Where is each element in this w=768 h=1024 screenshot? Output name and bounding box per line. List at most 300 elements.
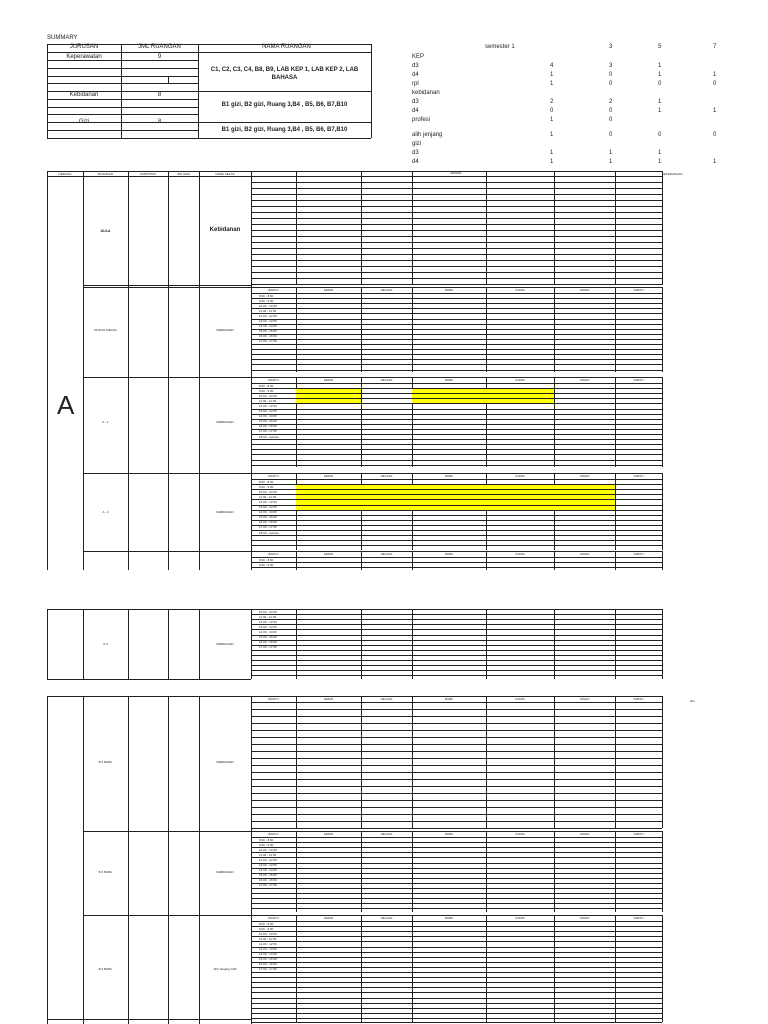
grid-line — [251, 655, 662, 656]
sched-header-jumat: JUMAT — [579, 378, 590, 382]
grid-line — [251, 779, 662, 780]
time-slot: 10.00 - 10.50 — [259, 303, 277, 308]
time-slot: 17.00 - 17.50 — [259, 339, 277, 344]
summary-header-jml: JML RUANGAN — [138, 44, 181, 50]
time-slot: 9.00 - 9.50 — [259, 926, 274, 931]
grid-line — [251, 460, 662, 461]
grid-line — [251, 709, 662, 710]
time-slot: 17.00 - 17.50 — [259, 525, 277, 530]
sched-header-senin: SENIN — [323, 916, 334, 920]
class-name: KEBIDANAN — [216, 327, 234, 332]
grid-line — [662, 915, 663, 1022]
sched-header-kamis: KAMIS — [515, 552, 525, 556]
grid-line — [662, 551, 663, 570]
sched-header-waktu: WAKTU — [268, 288, 279, 292]
grid-line — [251, 388, 662, 389]
grid-line — [251, 409, 662, 410]
semester-value: 3 — [609, 63, 613, 69]
grid-line — [251, 520, 662, 521]
grid-line — [47, 171, 662, 172]
grid-line — [251, 505, 662, 506]
grid-line — [83, 831, 251, 832]
time-slot: 8.00 - 8.50 — [259, 921, 274, 926]
summary-ruangan-3: B1 gizi, B2 gizi, Ruang 3,B4 , B5, B6, B7,B10 — [221, 127, 348, 133]
grid-line — [251, 465, 662, 466]
grid-line — [251, 489, 662, 490]
grid-line — [361, 831, 362, 912]
sched-header-sabtu: SABTU — [633, 832, 644, 836]
grid-line — [662, 696, 663, 828]
grid-line — [251, 525, 662, 526]
grid-line — [251, 293, 662, 294]
grid-line — [251, 319, 662, 320]
grid-line — [251, 837, 662, 838]
time-slot: 18.00 - selesai — [259, 434, 279, 439]
summary-title: SUMMARY — [47, 35, 78, 41]
grid-line — [251, 967, 662, 968]
sched-header-jumat: JUMAT — [579, 552, 590, 556]
grid-line — [251, 758, 662, 759]
summary-jurusan-3: Gizi — [78, 119, 90, 125]
gedung-label: A — [57, 390, 75, 420]
grid-line — [251, 786, 662, 787]
class-name: KEBIDANAN — [216, 642, 234, 646]
grid-line — [251, 540, 662, 541]
grid-line — [251, 449, 662, 450]
sched-header-waktu: WAKTU — [268, 832, 279, 836]
grid-line — [47, 609, 48, 679]
sched-header-waktu: WAKTU — [268, 474, 279, 478]
sched-header-senin: SENIN — [323, 697, 334, 701]
grid-line — [251, 424, 662, 425]
time-slot: 16.00 - 16.50 — [259, 424, 277, 429]
sched-header-jumat: JUMAT — [579, 916, 590, 920]
grid-line — [251, 977, 662, 978]
time-slot: 12.00 - 12.50 — [259, 403, 277, 408]
time-slot: 8.00 - 8.50 — [259, 837, 274, 842]
grid-line — [554, 831, 555, 912]
sched-header-jumat: JUMAT — [579, 474, 590, 478]
sched-header-senin: SENIN — [323, 832, 334, 836]
time-slot: 10.00 - 10.50 — [259, 931, 277, 936]
time-slot: 16.00 - 16.50 — [259, 520, 277, 525]
time-slot: 17.00 - 17.50 — [259, 967, 277, 972]
time-slot: 9.00 - 9.50 — [259, 388, 274, 393]
sched-header-selasa: SELASA — [380, 378, 393, 382]
grid-line — [251, 629, 662, 630]
time-slot: 12.00 - 12.50 — [259, 619, 277, 624]
grid-line — [199, 696, 200, 1024]
semester-label: semester 1 — [485, 44, 515, 50]
semester-value: 0 — [609, 81, 613, 87]
class-name: KEBIDANAN — [216, 869, 234, 874]
room-name: B 2 BARU — [98, 760, 113, 764]
time-slot: 13.00 - 13.50 — [259, 947, 277, 951]
grid-line — [251, 800, 662, 801]
semester-value: 0 — [609, 108, 613, 114]
grid-line — [83, 915, 251, 916]
class-name: KEBIDANAN — [216, 420, 234, 424]
sched-header-waktu: WAKTU — [268, 378, 279, 382]
sched-header-rabu: RABU — [444, 474, 454, 478]
time-slot: 16.00 - 16.50 — [259, 334, 277, 339]
grid-line — [251, 545, 662, 546]
semester-row-label: kebidanan — [412, 90, 440, 96]
grid-line — [47, 696, 48, 1024]
grid-line — [251, 313, 662, 314]
room-name: B 4 BARU — [98, 966, 113, 971]
grid-line — [251, 868, 662, 869]
time-slot: 12.00 - 12.50 — [259, 941, 277, 946]
grid-line — [251, 1008, 662, 1009]
sched-header-kamis: KAMIS — [515, 288, 525, 292]
grid-line — [128, 176, 129, 570]
grid-line — [251, 349, 662, 350]
room-name: A-3 — [103, 642, 108, 646]
semester-col-3: 3 — [609, 44, 613, 50]
grid-line — [251, 765, 662, 766]
grid-line — [251, 248, 662, 249]
grid-line — [251, 873, 662, 874]
summary-jurusan-1: Keperawatan — [66, 54, 102, 60]
semester-value: 1 — [550, 117, 554, 123]
grid-line — [251, 354, 662, 355]
room-name: RUANG MAKAN — [94, 327, 117, 332]
time-slot: 15.00 - 15.50 — [259, 873, 277, 878]
grid-line — [251, 454, 662, 455]
grid-line — [251, 751, 662, 752]
semester-value: 1 — [658, 159, 662, 165]
grid-line — [251, 982, 662, 983]
time-slot: 8.00 - 8.50 — [259, 383, 274, 388]
semester-row-label: KEP — [412, 54, 425, 60]
semester-value: 1 — [658, 108, 662, 114]
grid-line — [83, 473, 251, 474]
grid-line — [251, 614, 662, 615]
grid-line — [251, 260, 662, 261]
time-slot: 9.00 - 9.50 — [259, 298, 274, 303]
semester-value: 1 — [713, 72, 717, 78]
time-slot: 14.00 - 14.50 — [259, 629, 277, 634]
grid-line — [251, 772, 662, 773]
grid-line — [251, 660, 662, 661]
sched-header-jumat: JUMAT — [579, 288, 590, 292]
time-slot: 15.00 - 15.50 — [259, 635, 277, 639]
grid-line — [251, 403, 662, 404]
semester-row-label: d4 — [412, 159, 419, 165]
grid-line — [251, 272, 662, 273]
grid-line — [251, 931, 662, 932]
summary-ruangan-1: C1, C2, C3, C4, B8, B9, LAB KEP 1, LAB KEP 2, LAB BAHASA — [210, 67, 359, 81]
time-slot: 13.00 - 13.50 — [259, 863, 277, 867]
semester-row-label: d3 — [412, 99, 419, 105]
semester-row-label: d3 — [412, 150, 419, 156]
sched-header-rabu: RABU — [444, 697, 454, 701]
time-slot: 14.00 - 14.50 — [259, 414, 277, 419]
time-slot: 9.00 - 9.50 — [259, 484, 274, 489]
sched-header-selasa: SELASA — [380, 697, 393, 701]
grid-line — [251, 987, 662, 988]
time-slot: 13.00 - 13.50 — [259, 624, 277, 629]
semester-value: 1 — [658, 150, 662, 156]
grid-line — [251, 510, 662, 511]
grid-line — [251, 429, 662, 430]
grid-line — [128, 609, 129, 679]
semester-col-5: 5 — [658, 44, 662, 50]
semester-value: 4 — [550, 63, 554, 69]
semester-value: 1 — [713, 108, 717, 114]
grid-line — [251, 952, 662, 953]
sched-header-senin: SENIN — [323, 552, 334, 556]
time-slot: 17.00 - 17.50 — [259, 429, 277, 434]
grid-line — [251, 847, 662, 848]
grid-line — [128, 696, 129, 1024]
header-nama-kelas: NAMA KELAS — [215, 172, 235, 176]
sched-header-selasa: SELASA — [380, 552, 393, 556]
grid-line — [251, 344, 662, 345]
grid-line — [662, 473, 663, 550]
grid-line — [251, 941, 662, 942]
sched-header-jumat: JUMAT — [579, 697, 590, 701]
sched-header-sabtu: SABTU — [633, 697, 644, 701]
grid-line — [251, 1013, 662, 1014]
grid-line — [251, 499, 662, 500]
sched-header-senin: SENIN — [323, 288, 334, 292]
grid-line — [251, 188, 662, 189]
grid-line — [251, 793, 662, 794]
time-slot: 11.00 - 11.50 — [259, 852, 277, 857]
semester-value: 0 — [550, 108, 554, 114]
room-name: AULA — [100, 228, 111, 233]
time-slot: 9.00 - 9.50 — [259, 842, 274, 847]
grid-line — [251, 370, 662, 371]
semester-value: 1 — [658, 63, 662, 69]
time-slot: 14.00 - 14.50 — [259, 952, 277, 957]
sched-header-rabu: RABU — [444, 378, 454, 382]
summary-jml-1: 9 — [157, 54, 162, 60]
time-slot: 12.00 - 12.50 — [259, 499, 277, 504]
room-name: B 3 BARU — [98, 869, 113, 874]
semester-value: 0 — [658, 132, 662, 138]
grid-line — [251, 926, 662, 927]
sched-header-kamis: KAMIS — [515, 832, 525, 836]
time-slot: 9.00 - 9.50 — [259, 562, 274, 567]
grid-line — [251, 665, 662, 666]
time-slot: 11.00 - 11.50 — [259, 308, 277, 313]
grid-line — [251, 414, 662, 415]
semester-value: 1 — [658, 72, 662, 78]
time-slot: 16.00 - 16.50 — [259, 962, 277, 967]
grid-line — [251, 640, 662, 641]
grid-line — [83, 696, 84, 1024]
time-slot: 15.00 - 15.50 — [259, 515, 277, 520]
grid-line — [251, 852, 662, 853]
grid-line — [251, 936, 662, 937]
grid-line — [251, 675, 662, 676]
grid-line — [251, 266, 662, 267]
grid-line — [251, 998, 662, 999]
semester-value: 0 — [609, 132, 613, 138]
grid-line — [251, 398, 662, 399]
semester-value: 0 — [609, 117, 613, 123]
grid-line — [251, 444, 662, 445]
grid-line — [251, 730, 662, 731]
semester-value: 0 — [658, 81, 662, 87]
time-slot: 16.00 - 16.50 — [259, 640, 277, 645]
header-jml-mhs: JML MHS — [176, 172, 191, 176]
semester-value: 2 — [550, 99, 554, 105]
summary-jurusan-2: Kebidanan — [69, 92, 99, 98]
semester-value: 1 — [550, 81, 554, 87]
sched-header-sabtu: SABTU — [633, 916, 644, 920]
semester-value: 1 — [550, 72, 554, 78]
time-slot: 12.00 - 12.50 — [259, 857, 277, 862]
sched-header-jumat: JUMAT — [579, 832, 590, 836]
sched-header-selasa: SELASA — [380, 832, 393, 836]
grid-line — [251, 254, 662, 255]
grid-line — [251, 878, 662, 879]
room-name: A - 2 — [102, 509, 109, 514]
time-slot: 13.00 - 13.50 — [259, 505, 277, 509]
time-slot: 15.00 - 15.50 — [259, 329, 277, 334]
grid-line — [251, 212, 662, 213]
semester-row-label: rpl — [412, 81, 419, 87]
time-slot: 15.00 - 15.50 — [259, 419, 277, 424]
semester-row-label: d4 — [412, 108, 419, 114]
grid-line — [83, 551, 251, 552]
summary-header-nama: NAMA RUANGAN — [262, 44, 311, 50]
grid-line — [251, 857, 662, 858]
grid-line — [251, 908, 662, 909]
grid-line — [251, 479, 662, 480]
time-slot: 8.00 - 8.50 — [259, 293, 274, 298]
sched-header-selasa: SELASA — [380, 916, 393, 920]
grid-line — [251, 230, 662, 231]
highlighted-slot — [296, 484, 615, 510]
grid-line — [251, 284, 662, 285]
summary-jml-2: 8 — [157, 92, 162, 98]
grid-line — [662, 831, 663, 912]
sched-header-sabtu: SABTU — [633, 474, 644, 478]
class-name: Alih Jenjang GIZI — [213, 966, 237, 971]
grid-line — [251, 947, 662, 948]
time-slot: 17.00 - 17.50 — [259, 883, 277, 888]
grid-line — [251, 962, 662, 963]
grid-line — [251, 206, 662, 207]
sched-header-selasa: SELASA — [380, 474, 393, 478]
grid-line — [662, 377, 663, 467]
grid-line — [251, 831, 252, 912]
header-jadwal: JADWAL — [449, 171, 463, 175]
semester-row-label: d4 — [412, 72, 419, 78]
grid-line — [251, 557, 662, 558]
grid-line — [486, 831, 487, 912]
summary-jml-3: 8 — [157, 119, 162, 125]
sched-header-sabtu: SABTU — [633, 288, 644, 292]
grid-line — [251, 1022, 662, 1023]
sched-header-rabu: RABU — [444, 832, 454, 836]
semester-row-label: alih jenjang — [412, 132, 443, 138]
highlighted-slot — [296, 388, 361, 403]
grid-line — [47, 1019, 251, 1020]
grid-line — [251, 670, 662, 671]
time-slot: 11.00 - 11.50 — [259, 936, 277, 941]
sched-header-rabu: RABU — [444, 916, 454, 920]
grid-line — [251, 1003, 662, 1004]
grid-line — [251, 723, 662, 724]
semester-value: 1 — [550, 150, 554, 156]
grid-line — [251, 176, 662, 177]
grid-line — [412, 831, 413, 912]
grid-line — [251, 807, 662, 808]
grid-line — [251, 883, 662, 884]
time-slot: 8.00 - 8.50 — [259, 557, 274, 562]
grid-line — [251, 893, 662, 894]
grid-line — [251, 888, 662, 889]
sched-header-sabtu: SABTU — [633, 378, 644, 382]
grid-line — [251, 562, 662, 563]
grid-line — [47, 679, 251, 680]
sched-header-selasa: SELASA — [380, 288, 393, 292]
semester-value: 1 — [550, 132, 554, 138]
grid-line — [251, 224, 662, 225]
semester-col-7: 7 — [713, 44, 717, 50]
semester-value: 1 — [609, 150, 613, 156]
time-slot: 10.00 - 10.50 — [259, 847, 277, 852]
grid-line — [251, 194, 662, 195]
time-slot: 10.00 - 10.50 — [259, 393, 277, 398]
time-slot: 11.00 - 11.50 — [259, 494, 277, 499]
sched-header-waktu: WAKTU — [268, 697, 279, 701]
grid-line — [83, 287, 251, 288]
semester-value: 1 — [658, 99, 662, 105]
grid-line — [251, 334, 662, 335]
semester-value: 0 — [713, 81, 717, 87]
grid-line — [251, 645, 662, 646]
grid-line — [251, 434, 662, 435]
class-name: KEBIDANAN — [216, 760, 234, 764]
grid-line — [251, 324, 662, 325]
grid-line — [168, 176, 169, 570]
sched-header-senin: SENIN — [323, 474, 334, 478]
grid-line — [251, 957, 662, 958]
grid-line — [251, 609, 662, 610]
header-kapasitas: KAPASITAS — [139, 172, 157, 176]
grid-line — [251, 842, 662, 843]
semester-value: 0 — [713, 132, 717, 138]
semester-value: 1 — [713, 159, 717, 165]
grid-line — [251, 515, 662, 516]
grid-line — [83, 609, 251, 610]
time-slot: 13.00 - 13.50 — [259, 409, 277, 413]
grid-line — [251, 567, 662, 568]
grid-line — [251, 535, 662, 536]
semester-value: 1 — [609, 159, 613, 165]
time-slot: 18.00 - selesai — [259, 530, 279, 535]
grid-line — [251, 1018, 662, 1019]
time-slot: 11.00 - 11.50 — [259, 614, 277, 619]
grid-line — [251, 339, 662, 340]
time-slot: 17.00 - 17.50 — [259, 645, 277, 650]
room-name: A - 1 — [102, 420, 109, 424]
sched-header-waktu: WAKTU — [268, 552, 279, 556]
time-slot: 10.00 - 10.50 — [259, 609, 277, 614]
grid-line — [83, 377, 251, 378]
grid-line — [251, 828, 662, 829]
grid-line — [251, 530, 662, 531]
grid-line — [251, 439, 662, 440]
summary-header-jurusan: JURUSAN — [69, 44, 99, 50]
